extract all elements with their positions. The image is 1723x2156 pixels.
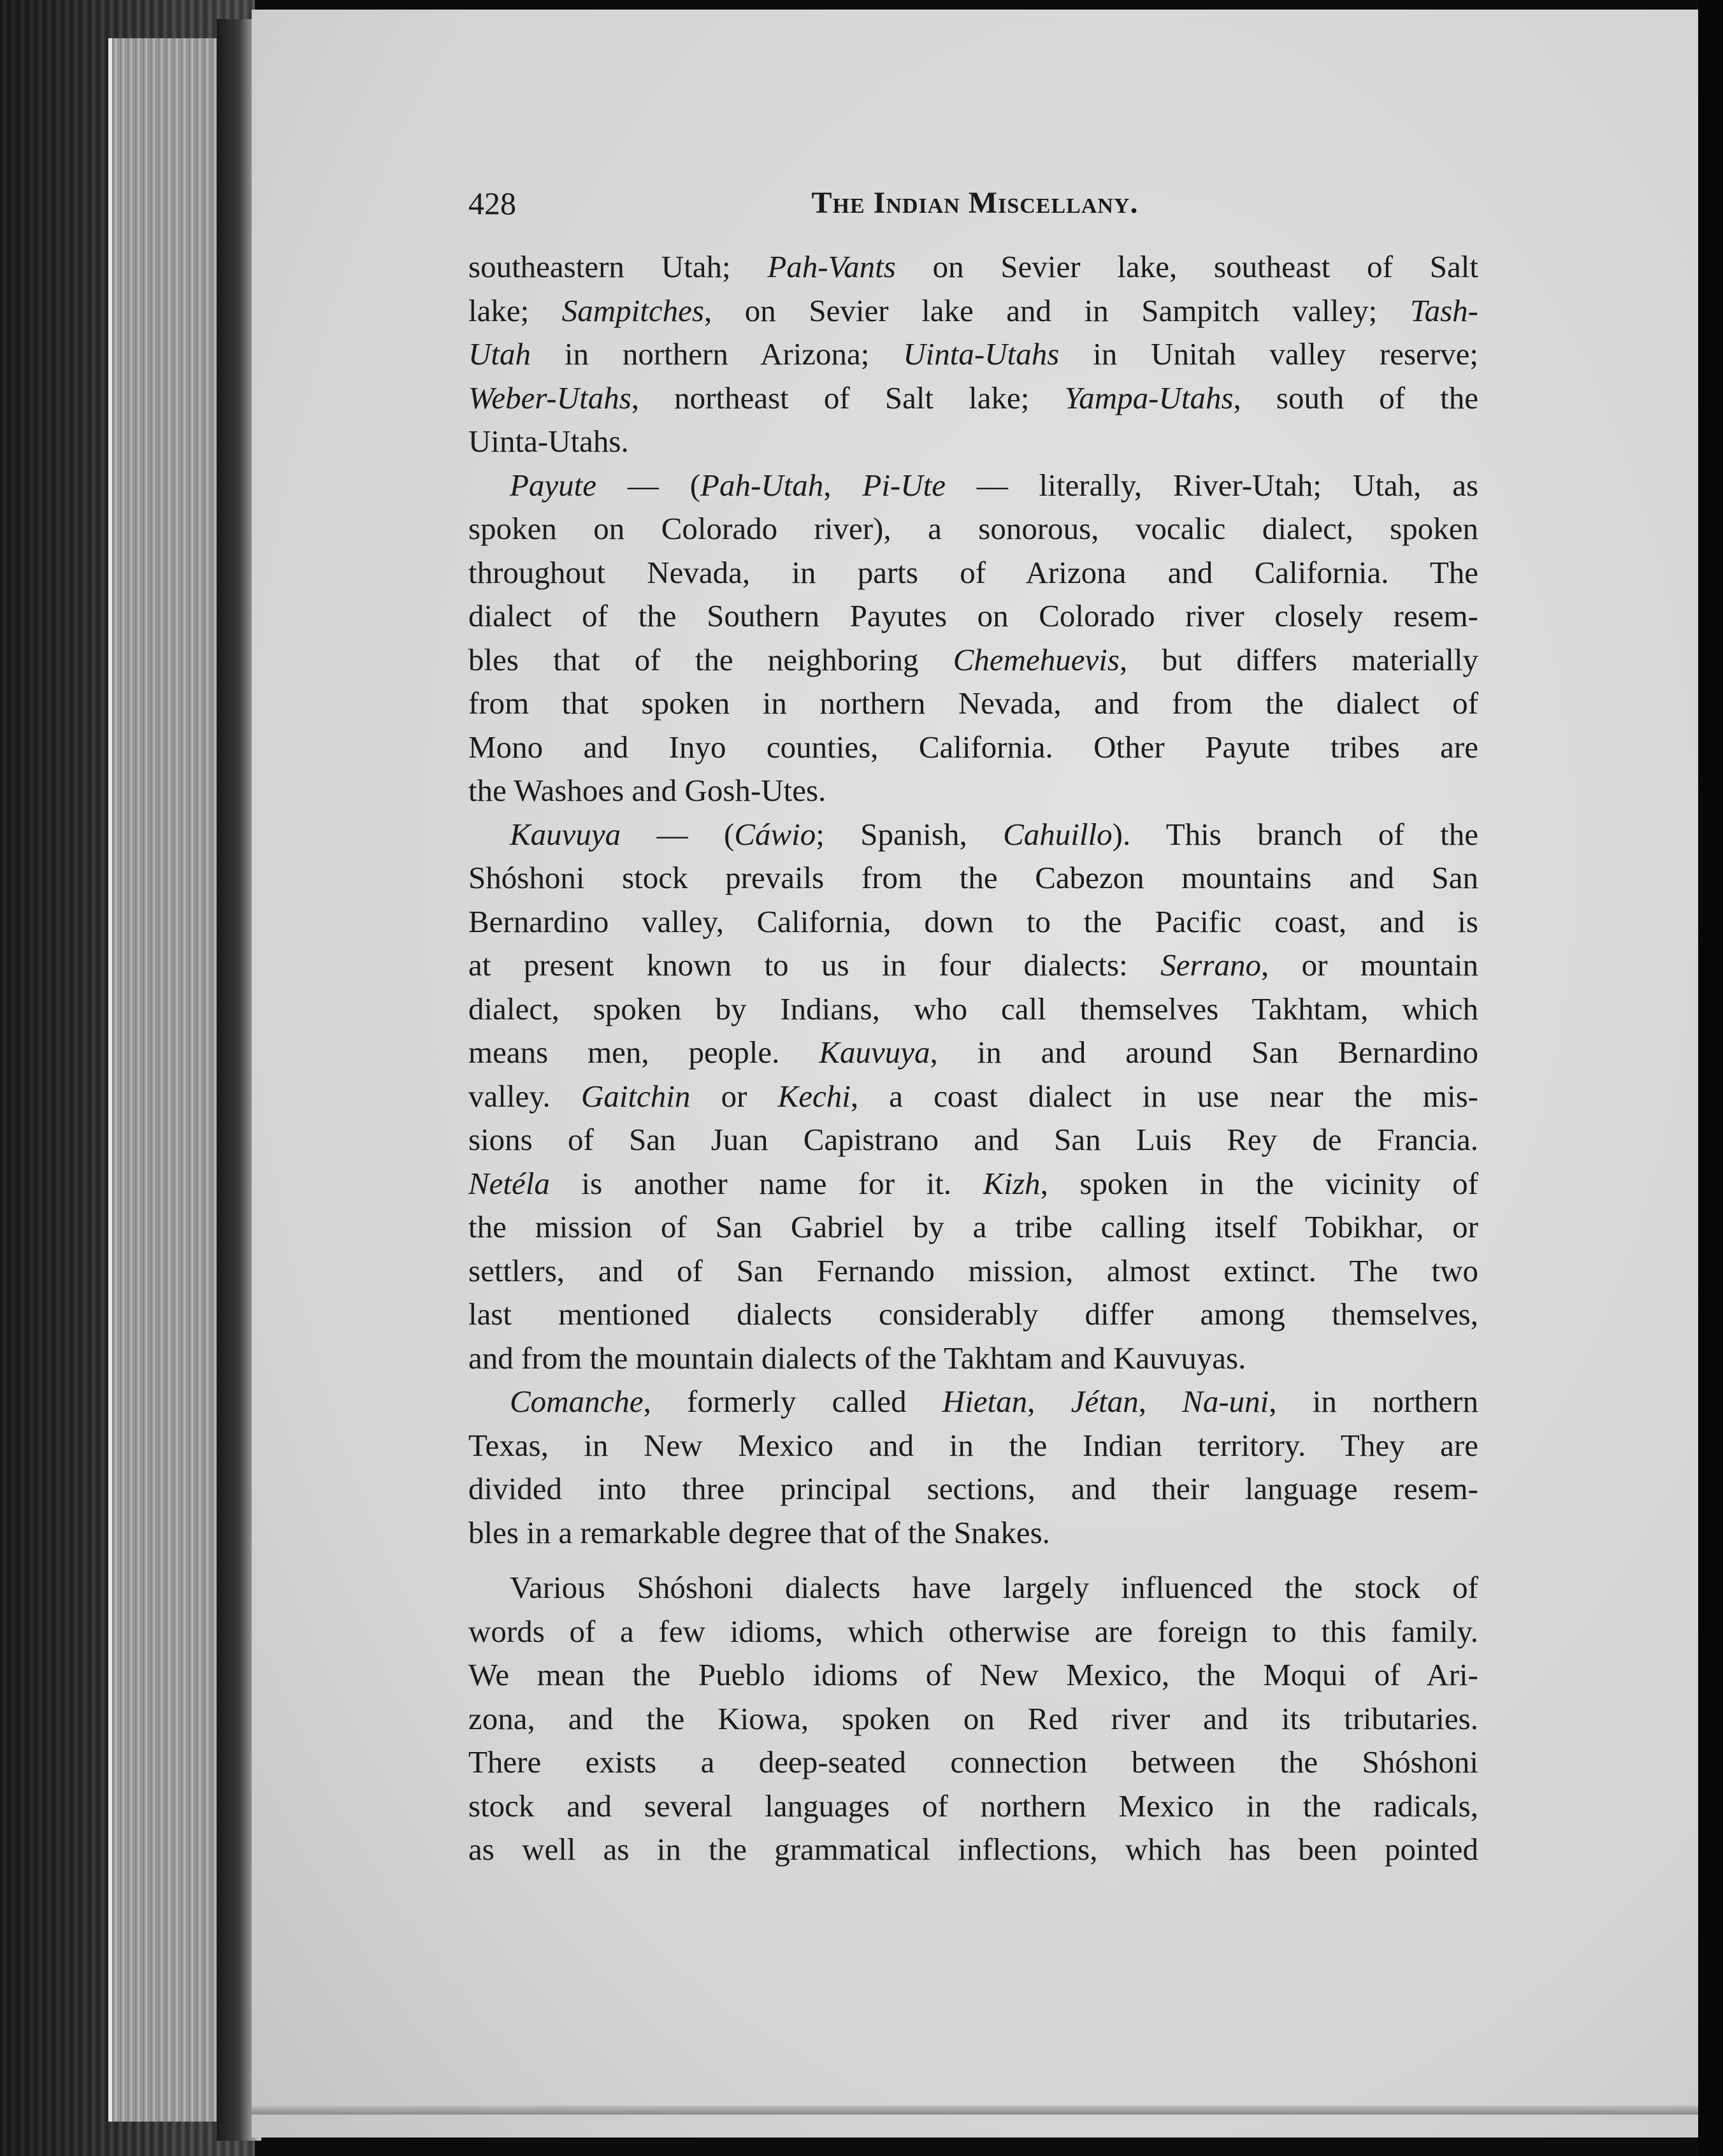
text-run: spoken on Colorado river), a sonorous, vocalic dialect, spoken: [468, 511, 1478, 546]
text-run: zona, and the Kiowa, spoken on Red river and its tributaries.: [468, 1700, 1478, 1736]
text-line: [468, 1205, 1478, 1249]
text-run: ; Spanish,: [816, 816, 1004, 852]
text-run: words of a few idioms, which otherwise are foreign to this family.: [468, 1613, 1478, 1649]
text-line: [468, 1380, 1478, 1424]
text-run: in Unitah valley reserve;: [1059, 336, 1478, 371]
text-run: , formerly called: [643, 1384, 942, 1419]
text-run: Bernardino valley, California, down to the Pacific coast, and is: [468, 903, 1478, 939]
italic-term: Kechi: [777, 1078, 851, 1114]
text-run: last mentioned dialects considerably differ among themselves,: [468, 1297, 1478, 1332]
text-run: , northeast of Salt lake;: [631, 380, 1065, 415]
text-line: [468, 1653, 1478, 1697]
text-run: divided into three principal sections, and their language resem-: [468, 1471, 1478, 1506]
text-run: , a coast dialect in use near the mis-: [850, 1078, 1478, 1114]
italic-term: Gaitchin: [580, 1078, 691, 1114]
text-run: — literally, River-Utah; Utah, as: [946, 467, 1479, 503]
scan-border: [1698, 0, 1723, 2156]
text-line: [468, 813, 1478, 857]
italic-term: Kauvuya: [510, 816, 621, 852]
page-number: 428: [468, 185, 516, 221]
text-run: sions of San Juan Capistrano and San Luis Rey de Francia.: [468, 1122, 1478, 1157]
italic-term: Pah-Vants: [767, 249, 896, 284]
text-line: [468, 1697, 1478, 1741]
text-run: the Washoes and Gosh-Utes.: [468, 773, 826, 808]
text-run: and from the mountain dialects of the Takhtam and Kauvuyas.: [468, 1340, 1246, 1376]
text-run: , spoken in the vicinity of: [1040, 1165, 1478, 1201]
text-line: [468, 1293, 1478, 1337]
italic-term: Chemehuevis: [953, 642, 1120, 677]
running-head: [468, 181, 1481, 226]
text-line: [468, 1467, 1478, 1511]
text-run: ). This branch of the: [1112, 816, 1478, 852]
text-line: [468, 1566, 1478, 1610]
text-run: dialect, spoken by Indians, who call themselves Takhtam, which: [468, 991, 1478, 1026]
text-run: , on Sevier lake and in Sampitch valley;: [703, 292, 1410, 328]
text-line: [468, 377, 1478, 420]
text-line: [468, 1118, 1478, 1162]
text-run: Mono and Inyo counties, California. Other Payute tribes are: [468, 729, 1478, 765]
italic-term: Uinta-Utahs: [903, 336, 1060, 371]
text-line: [468, 551, 1478, 595]
text-run: We mean the Pueblo idioms of New Mexico, the Moqui of Ari-: [468, 1657, 1478, 1692]
text-run: from that spoken in northern Nevada, and from the dialect of: [468, 686, 1478, 721]
italic-term: Yampa-Utahs: [1064, 380, 1234, 415]
text-line: [468, 464, 1478, 508]
text-line: [468, 988, 1478, 1031]
text-line: [468, 1610, 1478, 1654]
page-bottom-edge: [252, 2106, 1698, 2115]
text-line: [468, 1075, 1478, 1119]
text-run: the mission of San Gabriel by a tribe calling itself Tobikhar, or: [468, 1209, 1478, 1244]
text-run: or: [690, 1078, 778, 1114]
italic-term: Na-uni: [1182, 1384, 1269, 1419]
text-run: There exists a deep-seated connection between the Shóshoni: [468, 1744, 1478, 1779]
text-line: [468, 944, 1478, 988]
text-line: [468, 1162, 1478, 1206]
italic-term: Kauvuya: [819, 1035, 930, 1070]
italic-term: Jétan: [1071, 1384, 1139, 1419]
italic-term: Utah: [468, 336, 531, 371]
text-line: [468, 594, 1478, 638]
text-line: [468, 900, 1478, 944]
text-line: [468, 333, 1478, 377]
text-run: Shóshoni stock prevails from the Cabezon mountains and San: [468, 860, 1478, 895]
text-run: is another name for it.: [549, 1165, 983, 1201]
text-run: southeastern Utah;: [468, 249, 768, 284]
text-run: , or mountain: [1261, 947, 1478, 982]
text-run: on Sevier lake, southeast of Salt: [895, 249, 1478, 284]
running-title: The Indian Miscellany.: [811, 186, 1139, 220]
italic-term: Weber-Utahs: [468, 380, 631, 415]
text-line: [468, 245, 1478, 289]
text-line: [468, 856, 1478, 900]
text-run: ,: [1027, 1384, 1071, 1419]
italic-term: Sampitches: [561, 292, 704, 328]
text-run: , but differs materially: [1119, 642, 1478, 677]
text-run: Uinta-Utahs.: [468, 424, 629, 459]
text-run: , in and around San Bernardino: [930, 1035, 1478, 1070]
italic-term: Kizh: [983, 1165, 1041, 1201]
italic-term: Pi-Ute: [862, 467, 946, 503]
text-run: ,: [823, 467, 863, 503]
text-run: lake;: [468, 292, 562, 328]
italic-term: Netéla: [468, 1165, 550, 1201]
text-run: — (: [596, 467, 701, 503]
italic-term: Payute: [510, 467, 597, 503]
text-line: [468, 1337, 1478, 1381]
text-line: [468, 1828, 1478, 1872]
text-line: [468, 726, 1478, 770]
text-run: bles that of the neighboring: [468, 642, 953, 677]
text-line: [468, 1785, 1478, 1829]
text-line: [468, 1511, 1478, 1555]
italic-term: Pah-Utah: [700, 467, 824, 503]
text-run: settlers, and of San Fernando mission, almost extinct. The two: [468, 1253, 1478, 1288]
text-line: [468, 507, 1478, 551]
text-line: [468, 289, 1478, 333]
italic-term: Tash-: [1409, 292, 1478, 328]
text-run: stock and several languages of northern Mexico in the radicals,: [468, 1788, 1478, 1823]
text-run: , in northern: [1269, 1384, 1479, 1419]
italic-term: Comanche: [510, 1384, 644, 1419]
text-line: [468, 682, 1478, 726]
text-run: throughout Nevada, in parts of Arizona and California. The: [468, 554, 1478, 590]
text-line: [468, 1249, 1478, 1293]
text-line: [468, 638, 1478, 682]
text-run: — (: [621, 816, 735, 852]
text-run: Various Shóshoni dialects have largely influenced the stock of: [510, 1570, 1478, 1605]
text-line: [468, 769, 1478, 813]
text-line: [468, 1031, 1478, 1075]
italic-term: Cáwio: [734, 816, 816, 852]
text-line: [468, 1741, 1478, 1785]
text-run: means men, people.: [468, 1035, 819, 1070]
italic-term: Cahuillo: [1003, 816, 1113, 852]
text-run: as well as in the grammatical inflections, which has been pointed: [468, 1832, 1478, 1867]
text-run: ,: [1138, 1384, 1183, 1419]
text-run: valley.: [468, 1078, 581, 1114]
text-line: [468, 1424, 1478, 1468]
text-run: Texas, in New Mexico and in the Indian territory. They are: [468, 1427, 1478, 1463]
text-run: dialect of the Southern Payutes on Colorado river closely resem-: [468, 598, 1478, 633]
italic-term: Hietan: [942, 1384, 1028, 1419]
body-text: [468, 245, 1478, 1872]
text-run: , south of the: [1233, 380, 1478, 415]
text-line: [468, 420, 1478, 464]
text-run: at present known to us in four dialects:: [468, 947, 1161, 982]
italic-term: Serrano: [1160, 947, 1262, 982]
text-run: in northern Arizona;: [531, 336, 904, 371]
text-run: bles in a remarkable degree that of the Snakes.: [468, 1514, 1050, 1550]
